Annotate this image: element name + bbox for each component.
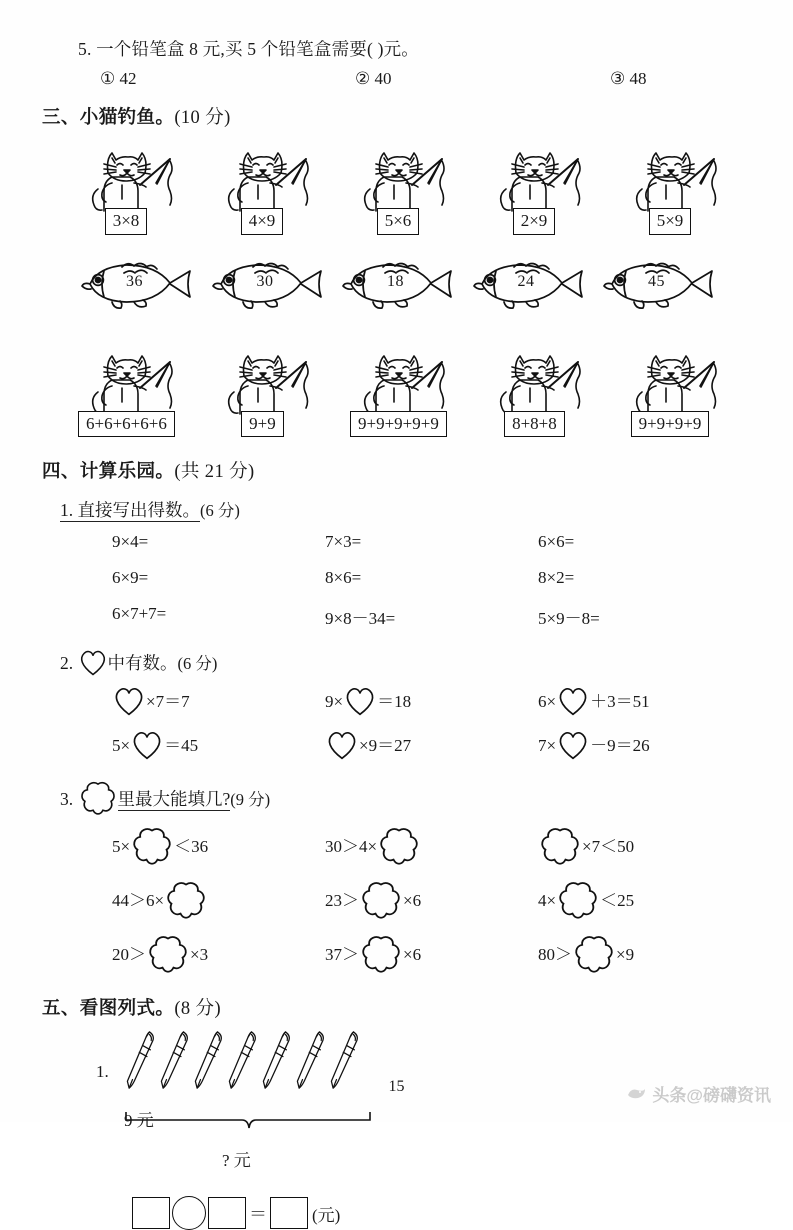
section-4-part-2-heading: [60, 649, 718, 676]
option-2[interactable]: ② 40: [355, 69, 392, 89]
section-4-part-3-heading: [60, 780, 718, 816]
heart-icon: [325, 730, 359, 760]
section-5-title: 五、看图列式。: [42, 997, 175, 1019]
inequality-prefix: 80＞: [538, 944, 572, 964]
inequality-prefix: 44＞6×: [112, 890, 165, 910]
expression-box[interactable]: 9+9: [241, 411, 284, 438]
watermark-text: 头条@磅礴资讯: [652, 1086, 771, 1105]
heart-icon: [112, 686, 146, 716]
fish-number: 30: [256, 272, 274, 290]
calc-item[interactable]: 6×9=: [112, 568, 149, 588]
equation-suffix: ＝45: [164, 735, 199, 755]
flower-icon: [130, 826, 174, 866]
inequality-suffix: ＜25: [600, 890, 635, 910]
page-number: 15: [388, 1078, 405, 1095]
part-1-label: 1. 直接写出得数。: [60, 500, 200, 521]
flower-icon: [359, 934, 403, 974]
cat-fishing-row-2: [78, 342, 718, 438]
inequality-prefix: 30＞4×: [325, 836, 378, 856]
cat-fishing-item: [622, 139, 718, 235]
flower-icon: [377, 826, 421, 866]
fish-row: [78, 257, 718, 316]
flower-inequality-item[interactable]: [538, 880, 751, 920]
expression-box[interactable]: 8+8+8: [504, 411, 565, 438]
calc-item[interactable]: 8×6=: [325, 568, 362, 588]
section-4-points: (共 21 分): [174, 462, 255, 483]
cat-fishing-item: [78, 139, 174, 235]
equation-suffix: ＋3＝51: [590, 691, 650, 711]
worksheet-content: [42, 36, 718, 1230]
bird-icon: [627, 1087, 647, 1101]
expression-box[interactable]: 6+6+6+6+6: [78, 411, 175, 438]
section-5-points: (8 分): [174, 999, 222, 1020]
heart-equation-item[interactable]: [325, 730, 538, 760]
unit-price-label: 9 元: [124, 1111, 154, 1131]
flower-inequality-item[interactable]: [325, 934, 538, 974]
flower-inequality-item[interactable]: [538, 826, 751, 866]
equation-prefix: 5×: [112, 735, 131, 755]
question-5-text: 5. 一个铅笔盒 8 元,买 5 个铅笔盒需要( )元。: [78, 39, 420, 59]
inequality-suffix: ×7＜50: [582, 836, 635, 856]
fish-item[interactable]: [600, 257, 718, 316]
calc-item[interactable]: 6×7+7=: [112, 604, 167, 624]
inequality-suffix: ×6: [403, 944, 422, 964]
fish-number: 18: [387, 272, 404, 290]
flower-icon: [146, 934, 190, 974]
fish-item[interactable]: [78, 257, 196, 316]
inequality-prefix: 37＞: [325, 944, 359, 964]
expression-box[interactable]: 9+9+9+9+9: [350, 411, 447, 438]
heart-equation-item[interactable]: [325, 686, 538, 716]
expression-box[interactable]: 3×8: [105, 208, 148, 235]
fish-number: 45: [648, 272, 665, 290]
expression-box[interactable]: 5×6: [377, 208, 420, 235]
inequality-suffix: ×9: [616, 944, 635, 964]
flower-icon: [538, 826, 582, 866]
option-1[interactable]: ① 42: [100, 69, 137, 89]
part-2-label: 中有数。: [107, 653, 178, 674]
inequality-suffix: ×6: [403, 890, 422, 910]
flower-inequality-item[interactable]: [112, 880, 325, 920]
answer-box-2[interactable]: [208, 1197, 246, 1229]
question-5-options: [100, 69, 718, 89]
calc-item[interactable]: 5×9－8=: [538, 609, 600, 629]
equation-suffix: ×9＝27: [359, 735, 412, 755]
pen-picture-block: [96, 1028, 718, 1230]
equation-suffix: ＝18: [377, 691, 412, 711]
direct-answer-grid: [112, 532, 718, 629]
answer-box-3[interactable]: [270, 1197, 308, 1229]
equals-sign: ＝: [249, 1204, 267, 1225]
calc-item[interactable]: 9×8－34=: [325, 609, 396, 629]
section-4-part-1-heading: [60, 497, 718, 522]
cat-fishing-item: [350, 139, 446, 235]
heart-icon: [556, 686, 590, 716]
expression-box[interactable]: 4×9: [241, 208, 284, 235]
cat-fishing-item: [350, 342, 447, 438]
flower-inequality-item[interactable]: [325, 826, 538, 866]
heart-equation-item[interactable]: [538, 730, 751, 760]
heart-icon: [556, 730, 590, 760]
inequality-prefix: 23＞: [325, 890, 359, 910]
expression-box[interactable]: 2×9: [513, 208, 556, 235]
equation-prefix: 6×: [538, 691, 557, 711]
inequality-suffix: ×3: [190, 944, 209, 964]
heart-equation-item[interactable]: [112, 730, 325, 760]
expression-box[interactable]: 9+9+9+9: [631, 411, 710, 438]
section-3-title: 三、小猫钓鱼。: [42, 106, 175, 128]
cat-fishing-row-1: [78, 139, 718, 235]
cat-fishing-item: [486, 342, 582, 438]
equation-prefix: 9×: [325, 691, 344, 711]
flower-icon: [78, 780, 118, 816]
section-3-heading: [42, 103, 718, 129]
part-1-points: (6 分): [200, 501, 240, 521]
fish-number: 36: [126, 272, 143, 290]
flower-icon: [164, 880, 208, 920]
cat-fishing-item: [214, 342, 310, 438]
answer-expression-row: [132, 1196, 718, 1230]
section-4-title: 四、计算乐园。: [42, 460, 175, 482]
calc-item[interactable]: 9×4=: [112, 532, 149, 552]
cat-fishing-item: [486, 139, 582, 235]
section-3-points: (10 分): [174, 108, 231, 129]
inequality-prefix: 20＞: [112, 944, 146, 964]
part-3-points: (9 分): [230, 790, 271, 810]
calc-item[interactable]: 6×6=: [538, 532, 575, 552]
total-price-label: ? 元: [222, 1151, 251, 1171]
item-number: 1.: [96, 1062, 109, 1082]
equation-suffix: ×7＝7: [146, 691, 190, 711]
part-3-label: 里最大能填几?: [117, 789, 231, 810]
cat-fishing-item: [78, 342, 175, 438]
option-3[interactable]: ③ 48: [610, 69, 647, 89]
heart-icon: [130, 730, 164, 760]
equation-prefix: 7×: [538, 735, 557, 755]
operator-circle[interactable]: [172, 1196, 206, 1230]
flower-icon: [572, 934, 616, 974]
flower-inequality-item[interactable]: [112, 934, 325, 974]
flower-inequality-item[interactable]: [538, 934, 751, 974]
watermark: [627, 1081, 771, 1106]
part-3-number: 3.: [60, 789, 74, 810]
expression-box[interactable]: 5×9: [649, 208, 692, 235]
heart-icon: [78, 649, 108, 676]
flower-inequality-item[interactable]: [112, 826, 325, 866]
section-4-heading: [42, 457, 718, 483]
equation-suffix: －9＝26: [590, 735, 650, 755]
section-5-heading: [42, 994, 718, 1020]
heart-equation-grid: [112, 686, 718, 760]
fish-number: 24: [517, 272, 535, 290]
part-2-number: 2.: [60, 653, 74, 674]
fish-item[interactable]: [470, 257, 588, 316]
flower-icon: [556, 880, 600, 920]
answer-unit: (元): [312, 1205, 341, 1225]
flower-icon: [359, 880, 403, 920]
answer-box-1[interactable]: [132, 1197, 170, 1229]
flower-inequality-grid: [112, 826, 718, 974]
fish-item[interactable]: [209, 257, 327, 316]
cat-fishing-item: [214, 139, 310, 235]
heart-equation-item[interactable]: [112, 686, 325, 716]
inequality-prefix: 4×: [538, 890, 557, 910]
calc-item[interactable]: 8×2=: [538, 568, 575, 588]
heart-equation-item[interactable]: [538, 686, 751, 716]
calc-item[interactable]: 7×3=: [325, 532, 362, 552]
fish-item[interactable]: [339, 257, 457, 316]
heart-icon: [343, 686, 377, 716]
part-2-points: (6 分): [177, 654, 218, 674]
cat-fishing-item: [622, 342, 718, 438]
inequality-suffix: ＜36: [174, 836, 209, 856]
flower-inequality-item[interactable]: [325, 880, 538, 920]
inequality-prefix: 5×: [112, 836, 131, 856]
